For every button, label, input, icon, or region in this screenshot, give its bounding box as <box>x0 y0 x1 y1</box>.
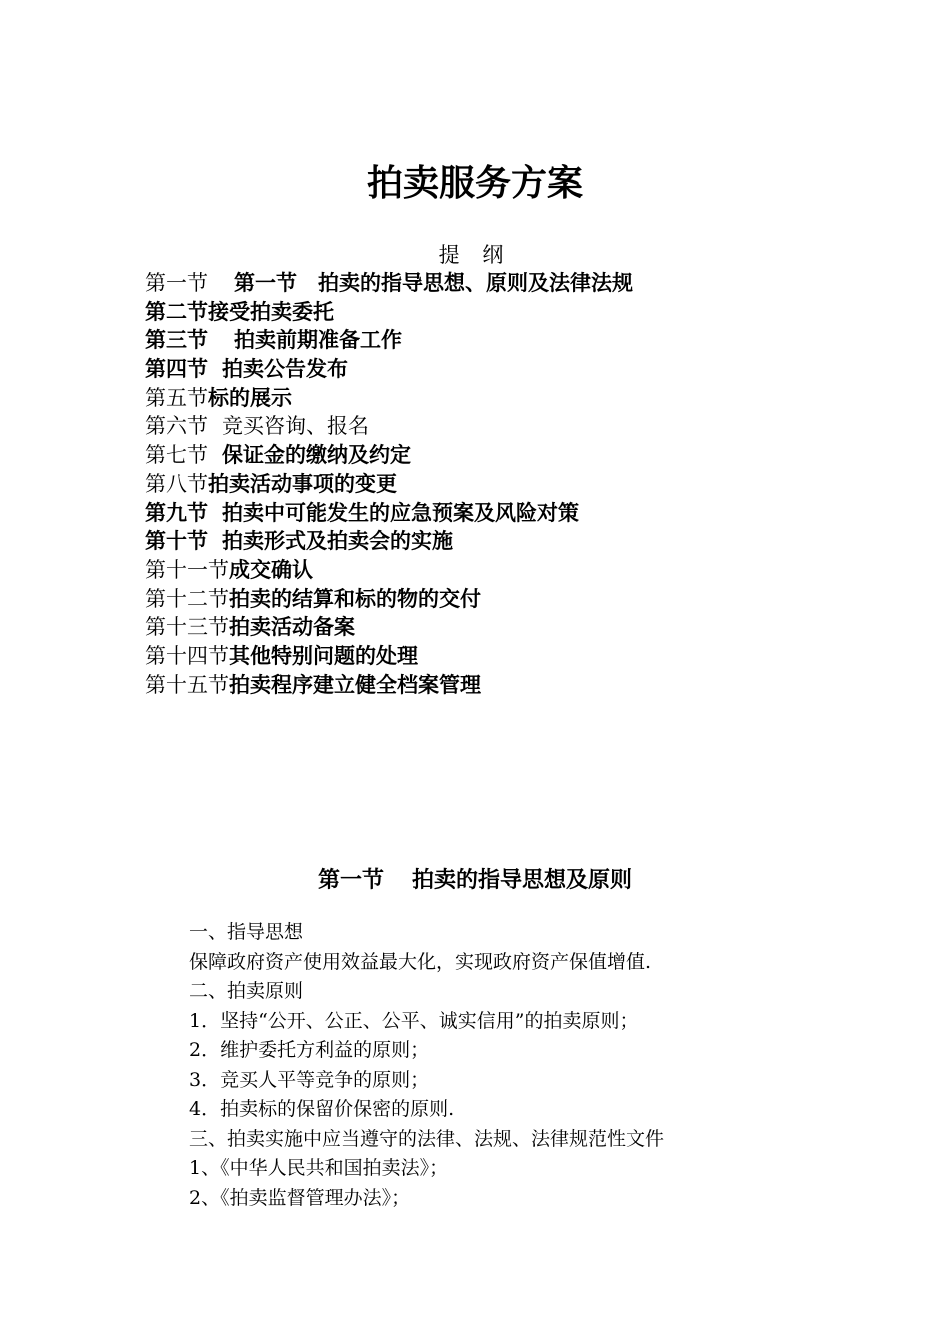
toc-item-number: 第八节 <box>145 471 208 496</box>
body-paragraph: 二、拍卖原则 <box>189 980 304 1002</box>
toc-item <box>145 441 845 470</box>
toc-item-text: 接受拍卖委托 <box>208 299 334 324</box>
table-of-contents <box>145 269 845 699</box>
toc-item-text: 其他特别问题的处理 <box>229 643 418 668</box>
toc-item-number: 第十二节 <box>145 586 229 611</box>
body-paragraph: 三、拍卖实施中应当遵守的法律、法规、法律规范性文件 <box>189 1127 665 1150</box>
toc-item-text: 标的展示 <box>208 385 292 410</box>
document-title: 拍卖服务方案 <box>366 163 583 204</box>
toc-item-text: 拍卖前期准备工作 <box>234 328 402 353</box>
toc-item-number: 第九节 <box>145 500 208 525</box>
toc-item <box>145 384 845 413</box>
toc-item-number: 第十节 <box>145 529 208 554</box>
toc-item-number: 第十四节 <box>145 643 229 668</box>
body-paragraph: 4．拍卖标的保留价保密的原则. <box>189 1098 455 1120</box>
toc-item <box>145 269 845 298</box>
toc-item <box>145 298 845 327</box>
toc-item-text: 拍卖中可能发生的应急预案及风险对策 <box>222 500 579 525</box>
toc-item-text: 第一节 拍卖的指导思想、原则及法律法规 <box>234 271 633 295</box>
toc-item-number: 第一节 <box>145 271 208 295</box>
toc-item-text: 成交确认 <box>229 557 313 582</box>
toc-item-number: 第六节 <box>145 414 208 439</box>
toc-item <box>145 527 845 556</box>
section-body <box>189 918 889 1213</box>
section-heading <box>0 864 950 898</box>
body-paragraph: 1．坚持“公开、公正、公平、诚实信用”的拍卖原则； <box>189 1009 639 1032</box>
toc-item <box>145 585 845 614</box>
toc-item-text: 拍卖程序建立健全档案管理 <box>229 672 481 697</box>
body-paragraph: 一、指导思想 <box>189 921 304 943</box>
toc-item-number: 第三节 <box>145 328 208 353</box>
toc-item <box>145 613 845 642</box>
toc-item <box>145 642 845 671</box>
toc-item-number: 第四节 <box>145 357 208 382</box>
toc-item <box>145 499 845 528</box>
toc-item-number: 第十五节 <box>145 672 229 697</box>
toc-item-text: 竞买咨询、报名 <box>222 414 369 439</box>
toc-item-text: 拍卖的结算和标的物的交付 <box>229 586 481 611</box>
outline-heading: 提 纲 <box>438 243 512 267</box>
toc-item <box>145 326 845 355</box>
toc-item-number: 第五节 <box>145 385 208 410</box>
toc-item-number: 第十一节 <box>145 557 229 582</box>
section-number: 第一节 <box>317 868 384 893</box>
toc-item-text: 拍卖公告发布 <box>222 357 348 382</box>
body-paragraph: 2．维护委托方利益的原则； <box>189 1039 430 1061</box>
toc-item <box>145 355 845 384</box>
toc-item-text: 拍卖活动备案 <box>229 615 355 640</box>
toc-item-number: 第二节 <box>145 299 208 324</box>
toc-item <box>145 412 845 441</box>
toc-item-text: 拍卖活动事项的变更 <box>208 471 397 496</box>
toc-item <box>145 470 845 499</box>
body-paragraph: 1、《中华人民共和国拍卖法》； <box>189 1157 449 1179</box>
toc-item-text: 拍卖形式及拍卖会的实施 <box>222 529 453 554</box>
toc-item-number: 第七节 <box>145 443 208 468</box>
body-paragraph: 保障政府资产使用效益最大化，实现政府资产保值增值. <box>189 950 652 973</box>
body-paragraph: 3．竞买人平等竞争的原则； <box>189 1068 430 1091</box>
toc-item <box>145 671 845 700</box>
toc-item <box>145 556 845 585</box>
section-title: 拍卖的指导思想及原则 <box>412 868 633 893</box>
toc-item-number: 第十三节 <box>145 615 229 640</box>
toc-item-text: 保证金的缴纳及约定 <box>222 443 411 468</box>
body-paragraph: 2、《拍卖监督管理办法》； <box>189 1186 411 1209</box>
